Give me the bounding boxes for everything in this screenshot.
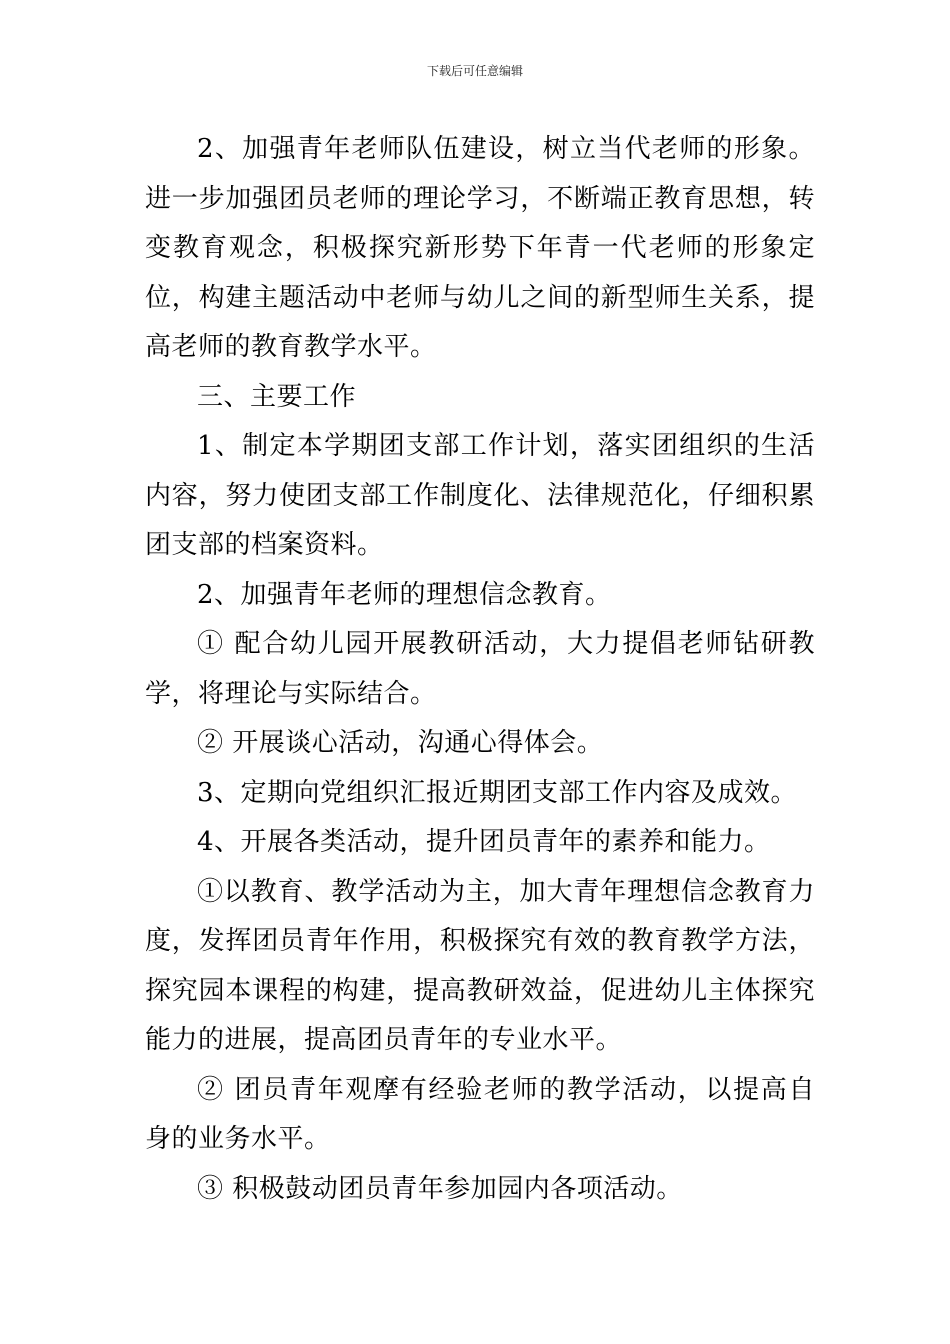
paragraph-education-focus: ①以教育、教学活动为主，加大青年理想信念教育力度，发挥团员青年作用，积极探究有效的教育教学方法，探究园本课程的构建，提高教研效益，促进幼儿主体探究能力的进展，提高团员青年的专业水平。 — [145, 876, 815, 1055]
paragraph-heart-talk: ② 开展谈心活动，沟通心得体会。 — [197, 728, 604, 758]
paragraph-report: 3、定期向党组织汇报近期团支部工作内容及成效。 — [197, 777, 798, 808]
document-body — [145, 125, 815, 1214]
paragraph-participation: ③ 积极鼓动团员青年参加园内各项活动。 — [197, 1173, 683, 1204]
paragraph-observation: ② 团员青年观摩有经验老师的教学活动，以提高自身的业务水平。 — [145, 1074, 815, 1154]
paragraph-activities: 4、开展各类活动，提升团员青年的素养和能力。 — [197, 827, 771, 857]
paragraph-teaching-research: ① 配合幼儿园开展教研活动，大力提倡老师钻研教学，将理论与实际结合。 — [145, 629, 815, 709]
section-heading-main-work: 三、主要工作 — [197, 381, 357, 412]
paragraph-ideals-education: 2、加强青年老师的理想信念教育。 — [197, 579, 612, 610]
paragraph-work-plan: 1、制定本学期团支部工作计划，落实团组织的生活内容，努力使团支部工作制度化、法律规范化，仔细积累团支部的档案资料。 — [145, 431, 815, 560]
page-header: 下载后可任意编辑 — [426, 64, 523, 78]
paragraph-teacher-team: 2、加强青年老师队伍建设，树立当代老师的形象。进一步加强团员老师的理论学习，不断端正教育思想，转变教育观念，积极探究新形势下年青一代老师的形象定位，构建主题活动中老师与幼儿之间的新型师生关系，提高老师的教育教学水平。 — [145, 134, 815, 362]
